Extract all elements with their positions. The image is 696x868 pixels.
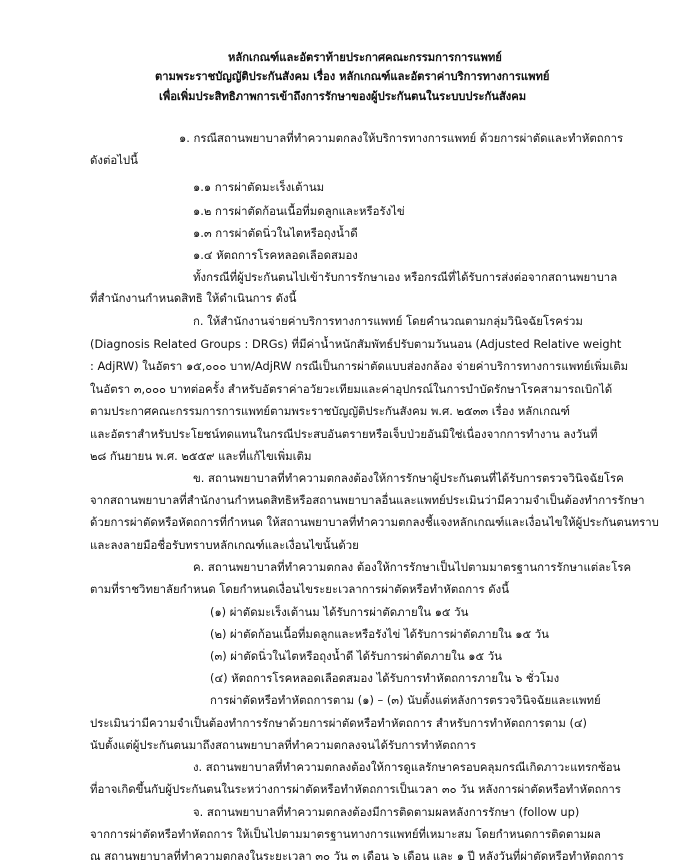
section-1-item-1: ๑.๑ การผ่าตัดมะเร็งเต้านม bbox=[193, 180, 325, 194]
clause-kho-line-2: จากสถานพยาบาลที่สำนักงานกำหนดสิทธิหรือสถานพยาบาลอื่นและแพทย์ประเมินว่ามีความจำเป็นต้องทำการรักษา bbox=[90, 493, 645, 507]
section-1-item-3: ๑.๓ การผ่าตัดนิ่วในไตหรือถุงน้ำดี bbox=[193, 226, 358, 240]
clause-ko-line-4: ในอัตรา ๓,๐๐๐ บาทต่อครั้ง สำหรับอัตราค่าอวัยวะเทียมและค่าอุปกรณ์ในการบำบัดรักษาโรคสามารถเบิกได้ bbox=[90, 382, 613, 396]
section-1-conditions-line-1: ทั้งกรณีที่ผู้ประกันตนไปเข้ารับการรักษาเอง หรือกรณีที่ได้รับการส่งต่อจากสถานพยาบาล bbox=[193, 270, 618, 284]
clause-ko-line-6: และอัตราสำหรับประโยชน์ทดแทนในกรณีประสบอันตรายหรือเจ็บป่วยอันมิใช่เนื่องจากการทำงาน ลงวันที่ bbox=[90, 427, 598, 441]
clause-cho-line-2: จากการผ่าตัดหรือทำหัตถการ ให้เป็นไปตามมาตรฐานทางการแพทย์ที่เหมาะสม โดยกำหนดการติดตามผล bbox=[90, 827, 601, 841]
title-line-3: เพื่อเพิ่มประสิทธิภาพการเข้าถึงการรักษาของผู้ประกันตนในระบบประกันสังคม bbox=[159, 90, 527, 103]
clause-ko-line-3: : AdjRW) ในอัตรา ๑๕,๐๐๐ บาท/AdjRW กรณีเป็นการผ่าตัดแบบส่องกล้อง จ่ายค่าบริการทางการแพทย์เพิ่มเติม bbox=[90, 359, 629, 373]
clause-kho2-footer-line-2: ประเมินว่ามีความจำเป็นต้องทำการรักษาด้วยการผ่าตัดหรือทำหัตถการ สำหรับการทำหัตถการตาม (๔) bbox=[90, 716, 588, 730]
title-line-1: หลักเกณฑ์และอัตราท้ายประกาศคณะกรรมการการแพทย์ bbox=[228, 51, 502, 64]
clause-kho2-intro-line-2: ตามที่ราชวิทยาลัยกำหนด โดยกำหนดเงื่อนไขระยะเวลาการผ่าตัดหรือทำหัตถการ ดังนี้ bbox=[90, 582, 509, 596]
section-1-intro-line-1: ๑. กรณีสถานพยาบาลที่ทำความตกลงให้บริการทางการแพทย์ ด้วยการผ่าตัดและทำหัตถการ bbox=[179, 131, 624, 145]
clause-cho-line-1: จ. สถานพยาบาลที่ทำความตกลงต้องมีการติดตามผลหลังการรักษา (follow up) bbox=[193, 805, 580, 819]
clause-kho-line-3: ด้วยการผ่าตัดหรือหัตถการที่กำหนด ให้สถานพยาบาลที่ทำความตกลงชี้แจงหลักเกณฑ์และเงื่อนไขให้ผู้ประกันตนทราบ bbox=[90, 515, 659, 529]
clause-kho-line-1: ข. สถานพยาบาลที่ทำความตกลงต้องให้การรักษาผู้ประกันตนที่ได้รับการตรวจวินิจฉัยโรค bbox=[193, 471, 624, 485]
clause-ngo-line-1: ง. สถานพยาบาลที่ทำความตกลงต้องให้การดูแลรักษาครอบคลุมกรณีเกิดภาวะแทรกซ้อน bbox=[193, 760, 621, 774]
clause-ko-line-2: (Diagnosis Related Groups : DRGs) ที่มีค่าน้ำหนักสัมพัทธ์ปรับตามวันนอน (Adjusted Relative weight bbox=[90, 337, 622, 351]
clause-ko-line-7: ๒๘ กันยายน พ.ศ. ๒๕๕๙ และที่แก้ไขเพิ่มเติม bbox=[90, 449, 312, 463]
section-1-conditions-line-2: ที่สำนักงานกำหนดสิทธิ ให้ดำเนินการ ดังนี้ bbox=[90, 291, 297, 305]
clause-kho2-footer-line-1: การผ่าตัดหรือทำหัตถการตาม (๑) – (๓) นับตั้งแต่หลังการตรวจวินิจฉัยและแพทย์ bbox=[210, 693, 601, 707]
clause-kho2-intro-line-1: ค. สถานพยาบาลที่ทำความตกลง ต้องให้การรักษาเป็นไปตามมาตรฐานการรักษาแต่ละโรค bbox=[193, 560, 632, 574]
section-1-item-4: ๑.๔ หัตถการโรคหลอดเลือดสมอง bbox=[193, 248, 358, 262]
clause-cho-line-3: ณ สถานพยาบาลที่ทำความตกลงในระยะเวลา ๓๐ วัน ๓ เดือน ๖ เดือน และ ๑ ปี หลังวันที่ผ่าตัดหรือทำหัตถการ bbox=[90, 849, 624, 863]
title-line-2: ตามพระราชบัญญัติประกันสังคม เรื่อง หลักเกณฑ์และอัตราค่าบริการทางการแพทย์ bbox=[155, 70, 550, 83]
section-1-item-2: ๑.๒ การผ่าตัดก้อนเนื้อที่มดลูกและหรือรังไข่ bbox=[193, 204, 405, 218]
clause-ngo-line-2: ที่อาจเกิดขึ้นกับผู้ประกันตนในระหว่างการผ่าตัดหรือทำหัตถการเป็นเวลา ๓๐ วัน หลังการผ่าตัดหรือทำหัตถการ bbox=[90, 782, 621, 796]
clause-kho2-item-4: (๔) หัตถการโรคหลอดเลือดสมอง ได้รับการทำหัตถการภายใน ๖ ชั่วโมง bbox=[210, 671, 560, 685]
clause-ko-line-1: ก. ให้สำนักงานจ่ายค่าบริการทางการแพทย์ โดยคำนวณตามกลุ่มวินิจฉัยโรคร่วม bbox=[193, 314, 583, 328]
clause-kho2-item-2: (๒) ผ่าตัดก้อนเนื้อที่มดลูกและหรือรังไข่ ได้รับการผ่าตัดภายใน ๑๕ วัน bbox=[210, 627, 549, 641]
clause-ko-line-5: ตามประกาศคณะกรรมการการแพทย์ตามพระราชบัญญัติประกันสังคม พ.ศ. ๒๕๓๓ เรื่อง หลักเกณฑ์ bbox=[90, 404, 570, 418]
clause-kho2-item-1: (๑) ผ่าตัดมะเร็งเต้านม ได้รับการผ่าตัดภายใน ๑๕ วัน bbox=[210, 605, 469, 619]
clause-kho2-item-3: (๓) ผ่าตัดนิ่วในไตหรือถุงน้ำดี ได้รับการผ่าตัดภายใน ๑๕ วัน bbox=[210, 649, 502, 663]
clause-kho-line-4: และลงลายมือชื่อรับทราบหลักเกณฑ์และเงื่อนไขนั้นด้วย bbox=[90, 538, 359, 552]
section-1-intro-line-2: ดังต่อไปนี้ bbox=[90, 153, 138, 167]
clause-kho2-footer-line-3: นับตั้งแต่ผู้ประกันตนมาถึงสถานพยาบาลที่ทำความตกลงจนได้รับการทำหัตถการ bbox=[90, 738, 476, 752]
